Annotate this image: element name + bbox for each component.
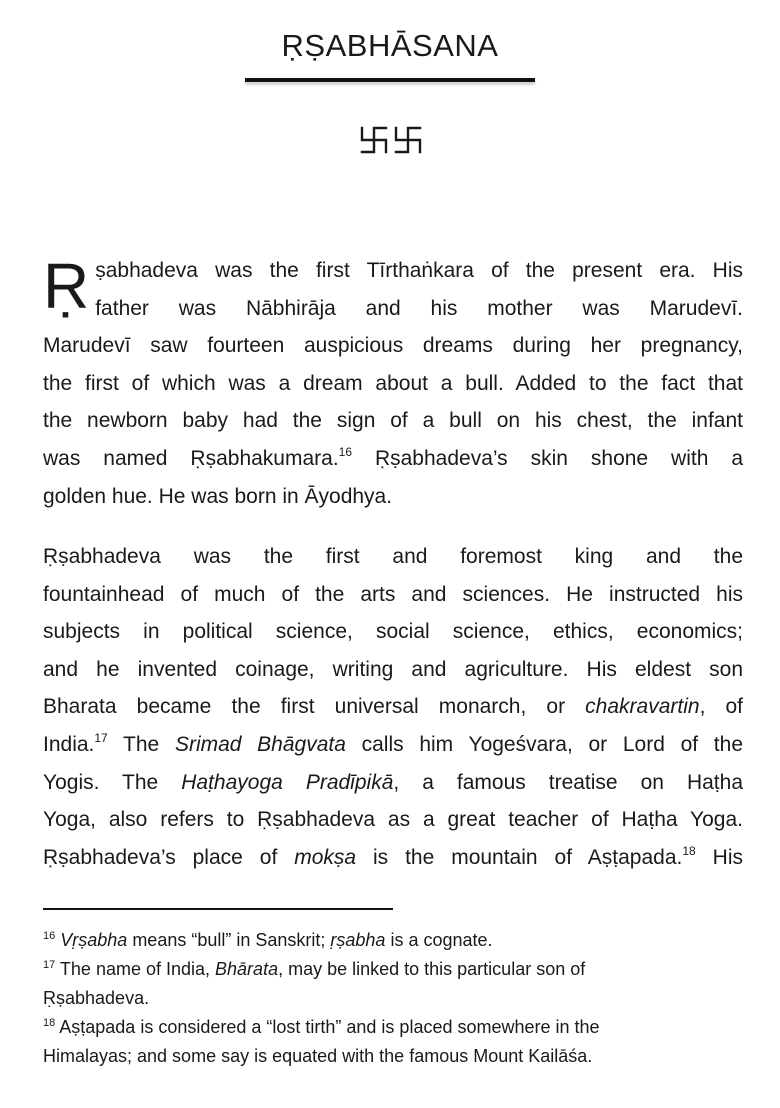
text-run: is a cognate. xyxy=(385,930,493,950)
text-line xyxy=(43,764,743,802)
text-line: golden hue. He was born in Āyodhya. xyxy=(43,484,393,508)
text-run: was named Ṛṣabhakumara. xyxy=(43,446,339,470)
text-run: means “bull” in Sanskrit; xyxy=(127,930,331,950)
footnote-ref-18[interactable]: 18 xyxy=(682,843,696,858)
text-line xyxy=(43,839,743,877)
italic-term: Srimad Bhāgvata xyxy=(174,732,346,756)
text-run: His xyxy=(695,845,743,869)
double-swastika-icon xyxy=(358,124,426,156)
text-run: Bharata became the first universal monarch, or xyxy=(43,695,586,719)
footnote-number: 18 xyxy=(43,1017,56,1029)
footnote-16 xyxy=(43,926,743,955)
italic-term: Vṛṣabha xyxy=(60,930,128,950)
text-line: subjects in political science, social science, ethics, economics; xyxy=(43,620,743,644)
text-run: , of xyxy=(699,695,744,719)
paragraph-2 xyxy=(43,538,743,876)
text-line xyxy=(43,726,743,764)
paragraph-1 xyxy=(43,252,743,515)
text-line: and he invented coinage, writing and agriculture. His eldest son xyxy=(43,657,743,681)
italic-term: chakravartin xyxy=(585,695,700,719)
text-run: calls him Yogeśvara, or Lord of the xyxy=(345,732,744,756)
chapter-title: ṚṢABHĀSANA xyxy=(281,28,499,63)
footnote-ref-16[interactable]: 16 xyxy=(338,444,353,459)
footnote-17 xyxy=(43,955,743,984)
italic-term: Bhārata xyxy=(215,959,279,979)
drop-cap: Ṛ xyxy=(43,250,90,322)
italic-term: ṛṣabha xyxy=(330,930,386,950)
text-line xyxy=(43,440,743,478)
footnote-18 xyxy=(43,1013,743,1042)
text-line: Yoga, also refers to Ṛṣabhadeva as a great teacher of Haṭha Yoga. xyxy=(43,808,743,832)
footnote-17-cont: Ṛṣabhadeva. xyxy=(43,988,150,1008)
text-run: , may be linked to this particular son of xyxy=(278,959,586,979)
text-line: father was Nābhirāja and his mother was Marudevī. xyxy=(95,296,743,320)
text-run: Ṛṣabhadeva’s place of xyxy=(43,845,295,869)
italic-term: Haṭhayoga Pradīpikā xyxy=(181,770,394,794)
text-line: Marudevī saw fourteen auspicious dreams during her pregnancy, xyxy=(43,334,743,358)
text-line: Ṛṣabhadeva was the first and foremost king and the xyxy=(43,545,743,568)
text-line: ṣabhadeva was the first Tīrthaṅkara of the present era. His xyxy=(95,259,743,282)
italic-term: mokṣa xyxy=(294,845,357,869)
text-run: India. xyxy=(43,732,95,756)
footnote-18-cont: Himalayas; and some say is equated with the famous Mount Kailāśa. xyxy=(43,1046,593,1066)
footnote-ref-17[interactable]: 17 xyxy=(94,730,108,745)
footnote-separator xyxy=(43,908,393,910)
text-line: fountainhead of much of the arts and sciences. He instructed his xyxy=(43,582,743,606)
text-line: the newborn baby had the sign of a bull on his chest, the infant xyxy=(43,409,743,433)
text-run: , a famous treatise on Haṭha xyxy=(393,770,743,794)
text-line: the first of which was a dream about a bull. Added to the fact that xyxy=(43,371,743,395)
text-run: Yogis. The xyxy=(43,770,182,794)
text-line xyxy=(43,688,743,726)
footnote-number: 16 xyxy=(43,930,56,942)
text-run: The xyxy=(107,732,175,756)
text-run: The name of India, xyxy=(55,959,216,979)
text-run: Aṣṭapada is considered a “lost tirth” and is placed somewhere in the xyxy=(55,1017,600,1037)
footnote-number: 17 xyxy=(43,959,56,971)
text-run: is the mountain of Aṣṭapada. xyxy=(356,845,683,869)
title-underline xyxy=(245,78,535,82)
text-run: Ṛṣabhadeva’s skin shone with a xyxy=(352,446,743,470)
footnotes xyxy=(43,926,743,1071)
